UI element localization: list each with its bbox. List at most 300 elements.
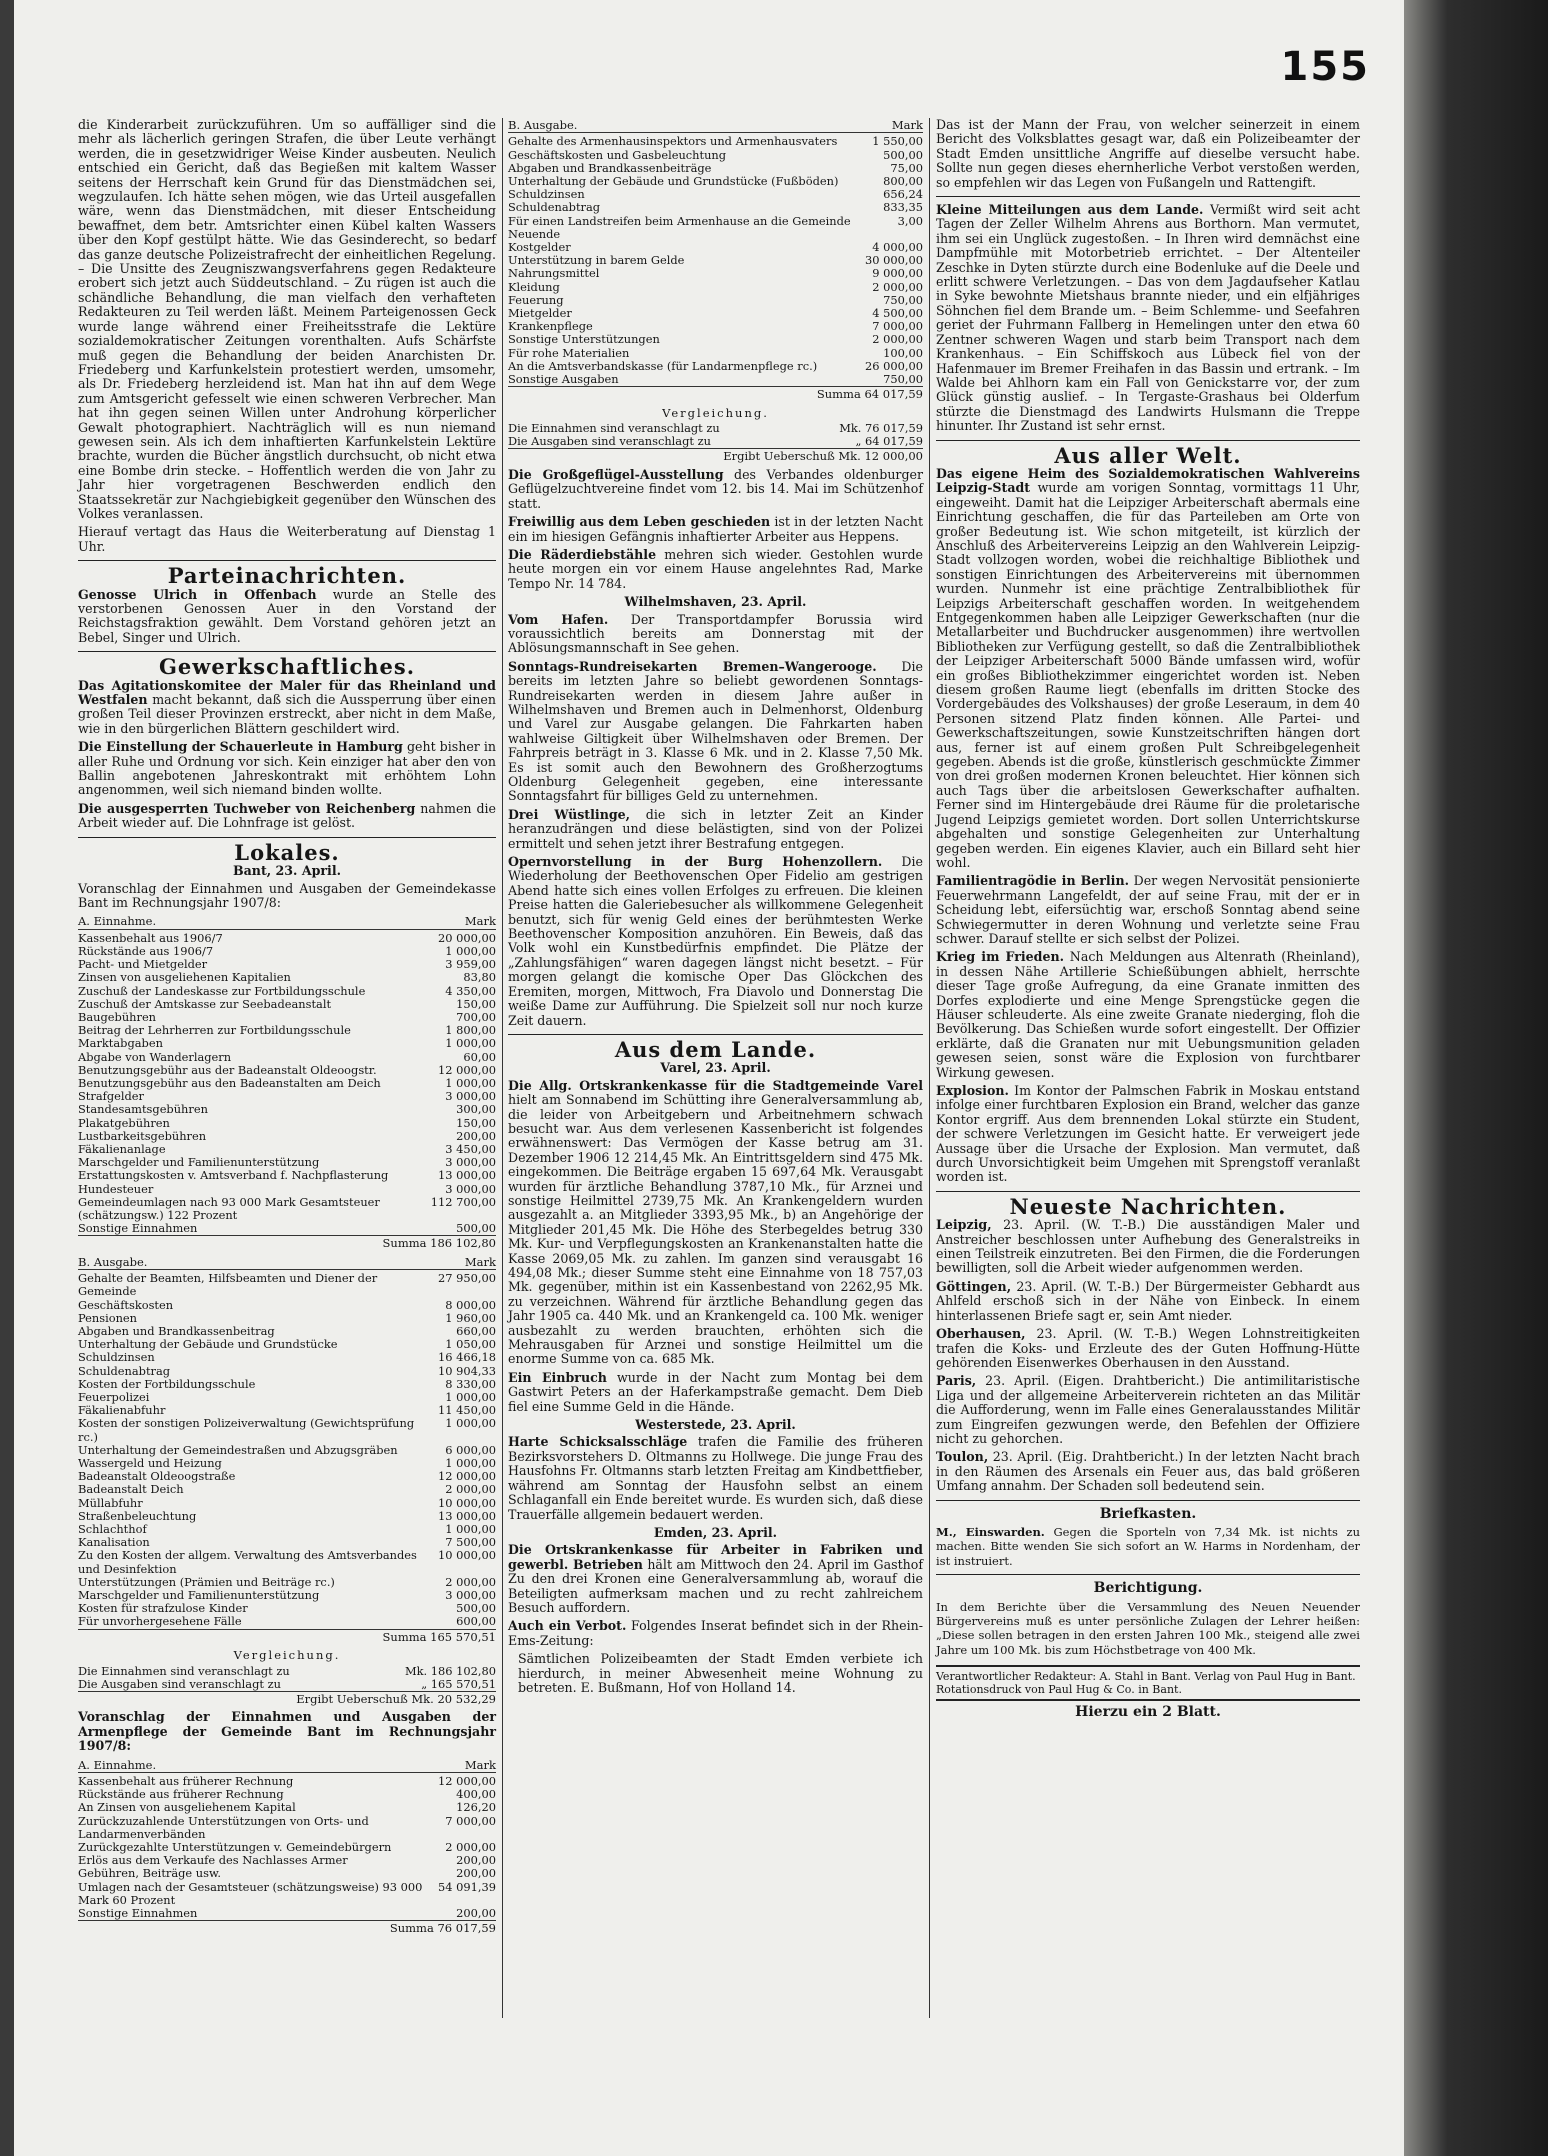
table-row: [508, 333, 923, 346]
news-item: [508, 1435, 923, 1521]
row-label: Kassenbehalt aus früherer Rechnung: [78, 1773, 294, 1788]
news-text: ist in der letzten Nacht ein im hiesigen Gefängnis inhaftierter Arbeiter aus Heppens.: [508, 514, 924, 544]
divider: [936, 440, 1360, 441]
news-lead: Sonntags-Rundreisekarten Bremen–Wangerooge.: [508, 658, 877, 674]
row-label: Unterhaltung der Gebäude und Grundstücke (Fußböden): [508, 174, 839, 189]
row-value: 660,00: [456, 1324, 496, 1339]
news-lead: Harte Schicksalsschläge: [508, 1434, 688, 1450]
row-label: Unterstützung in barem Gelde: [508, 253, 685, 268]
row-value: 3 450,00: [445, 1141, 496, 1156]
dateline: Emden, 23. April.: [653, 1524, 778, 1540]
row-value: 200,00: [456, 1128, 496, 1143]
news-text: des Verbandes oldenburger Geflügelzuchtvereine findet vom 12. bis 14. Mai im Schützenhof statt.: [508, 466, 923, 511]
row-value: 500,00: [456, 1221, 496, 1236]
row-value: 300,00: [456, 1102, 496, 1117]
dateline: Westerstede, 23. April.: [635, 1417, 796, 1433]
news-item: [936, 1450, 1360, 1493]
row-value: 1 000,00: [445, 1416, 496, 1431]
table-row: [78, 1867, 496, 1880]
news-item: [508, 808, 923, 851]
news-lead: Leipzig,: [936, 1217, 992, 1233]
row-value: 1 000,00: [445, 1075, 496, 1090]
news-text: wurde am vorigen Sonntag, vormittags 11 Uhr, eingeweiht. Damit hat die Leipziger Arbeiterschaft abermals eine Einrichtung geschaffen, die für das Parteileben am Orte von großer Bedeutung ist. Wie schon mitgeteilt, ist kürzlich der Anschluß des Arbeitervereins Leipzig an den Wahlverein Leipzig-Stadt vollzogen worden, wobei die reichhaltige Bibliothek und sonstigen Einrichtungen des Arbeitervereins mit übernommen wurden. Nunmehr ist eine prächtige Zentralbibliothek für Leipzigs Arbeiterschaft geschaffen worden. In weitgehendem Entgegenkommen haben alle Leipziger Gewerkschaften (nur die Metallarbeiter und Buchdrucker ausgenommen) ihre wertvollen Bibliotheken zur Verfügung gestellt, so daß die Zentralbibliothek der Leipziger Arbeiterschaft 5000 Bände umfassen wird, wofür ein großes Bibliothekzimmer eingerichtet worden ist. Neben diesem großen Raume liegt (ebenfalls im dritten Stocke des Vordergebäudes des Volkshauses) der große Leseraum, in dem 40 Personen sitzend Platz finden können. Alle Partei- und Gewerkschaftszeitungen, sowie Kunstzeitschriften hängen dort aus, ferner ist auf einem großen Pult Schreibgelegenheit gegeben. Abends ist die große, künstlerisch geschmückte Zimmer von drei großen modernen Kronen beleuchtet. Hier können sich auch Tags über die arbeitslosen Gewerkschafter aufhalten. Ferner sind im Hintergebäude drei Räume für die proletarische Jugend Leipzigs gemietet worden. Dort sollen Unterrichtskurse abgehalten und sonstige Gelegenheiten zur Unterhaltung gegeben werden. Ein eigenes Klavier, auch ein Billard seht hier wohl.: [936, 480, 1360, 870]
row-label: Erlös aus dem Verkaufe des Nachlasses Armer: [78, 1853, 348, 1868]
table-unit: Mark: [464, 1254, 496, 1269]
row-label: Kleidung: [508, 279, 560, 294]
row-value: 600,00: [456, 1614, 496, 1629]
table-unit: Mark: [464, 914, 496, 929]
news-text: wurde in der Nacht zum Montag bei dem Gastwirt Peters an der Haferkampstraße gemacht. Dem Dieb fiel eine Summe Geld in die Hände.: [508, 1369, 923, 1414]
divider: [78, 837, 496, 838]
table-row: [508, 435, 923, 448]
row-value: 1 000,00: [445, 1390, 496, 1405]
row-value: 1 000,00: [445, 1522, 496, 1537]
row-label: Wassergeld und Heizung: [78, 1456, 222, 1471]
news-lead: Toulon,: [936, 1449, 989, 1465]
table-sum: Summa 165 570,51: [78, 1629, 496, 1644]
row-label: Hundesteuer: [78, 1181, 154, 1196]
table-row: [78, 1272, 496, 1298]
imprint: Verantwortlicher Redakteur: A. Stahl in Bant. Verlag von Paul Hug in Bant. Rotationsdruck von Paul Hug & Co. in Bant.: [936, 1665, 1360, 1701]
row-label: Abgabe von Wanderlagern: [78, 1049, 232, 1064]
news-item: [936, 467, 1360, 870]
table-row: [78, 998, 496, 1011]
row-value: 2 000,00: [445, 1574, 496, 1589]
table-row: [78, 1549, 496, 1575]
row-label: Sonstige Einnahmen: [78, 1221, 198, 1236]
row-value: 500,00: [883, 147, 923, 162]
table-row: [78, 1064, 496, 1077]
news-text: wurde an Stelle des verstorbenen Genossen Auer in den Vorstand der Reichstagsfraktion gewählt. Dem Vorstand gehören jetzt an Bebel, Singer und Ulrich.: [78, 586, 497, 645]
news-text: Gegen die Sporteln von 7,34 Mk. ist nichts zu machen. Bitte wenden Sie sich sofort an W. Harms in Nordenham, der ist instruiert.: [936, 1524, 1361, 1568]
row-label: Sonstige Ausgaben: [508, 372, 619, 387]
row-label: Standesamtsgebühren: [78, 1102, 208, 1117]
news-text: mehren sich wieder. Gestohlen wurde heute morgen ein vor einem Hause angelehntes Rad, Marke Tempo Nr. 14 784.: [508, 546, 923, 591]
row-label: Zurückgezahlte Unterstützungen v. Gemeindebürgern: [78, 1839, 392, 1854]
article-text: Das ist der Mann der Frau, von welcher seinerzeit in einem Bericht des Volksblattes gesagt war, daß ein Polizeibeamter der Stadt Emden unsittliche Angriffe auf dieselbe versucht habe. Sollte nun gegen dieses ehernherliche Verbot verstoßen werden, so empfehlen wir das Legen von Fußangeln und Rattengift.: [936, 117, 1360, 190]
table-row: [78, 1665, 496, 1678]
row-label: Kosten für strafzulose Kinder: [78, 1601, 248, 1616]
table-row: [78, 1815, 496, 1841]
divider: [936, 196, 1360, 197]
row-label: Unterhaltung der Gemeindestraßen und Abzugsgräben: [78, 1442, 398, 1457]
table-row: [78, 1907, 496, 1920]
row-value: 75,00: [890, 160, 923, 175]
row-label: Für einen Landstreifen beim Armenhause an die Gemeinde Neuende: [508, 213, 851, 241]
news-item: [936, 203, 1360, 434]
table-header: [78, 914, 496, 929]
budget-intro: Voranschlag der Einnahmen und Ausgaben der Gemeindekasse Bant im Rechnungsjahr 1907/8:: [78, 880, 496, 910]
row-value: 2 000,00: [872, 279, 923, 294]
news-text: Folgendes Inserat befindet sich in der Rhein-Ems-Zeitung:: [508, 1618, 923, 1648]
row-label: Zuschuß der Amtskasse zur Seebadeanstalt: [78, 996, 332, 1011]
table-header: [78, 1255, 496, 1270]
table-sum: Summa 64 017,59: [508, 386, 923, 401]
comparison-title: Vergleichung.: [233, 1648, 341, 1663]
article-text: Hierauf vertagt das Haus die Weiterberatung auf Dienstag 1 Uhr.: [78, 524, 496, 554]
table-row: [78, 1351, 496, 1364]
news-lead: Vom Hafen.: [508, 611, 609, 627]
row-value: 10 000,00: [438, 1548, 496, 1563]
news-item: [936, 1218, 1360, 1276]
news-lead: Explosion.: [936, 1083, 1009, 1098]
dateline: Wilhelmshaven, 23. April.: [624, 594, 807, 610]
row-label: Müllabfuhr: [78, 1495, 143, 1510]
row-label: Marschgelder und Familienunterstützung: [78, 1155, 320, 1170]
news-text: 23. April. (Eigen. Drahtbericht.) Die antimilitaristische Liga und der allgemeine Arbeiterverein richteten an das Militär die Aufforderung, wenn im Falle eines Generalausstandes Militär zum Eingreifen gezwungen werde, den Befehlen der Offiziere nicht zu gehorchen.: [936, 1373, 1360, 1446]
row-label: Kostgelder: [508, 240, 571, 255]
news-text: nahmen die Arbeit wieder auf. Die Lohnfrage ist gelöst.: [78, 800, 496, 831]
row-value: 2 000,00: [445, 1482, 496, 1497]
row-value: 26 000,00: [865, 358, 923, 373]
row-label: Nahrungsmittel: [508, 266, 600, 281]
comparison-table: [508, 422, 923, 448]
news-item: [936, 1525, 1360, 1568]
row-label: Schuldzinsen: [78, 1350, 155, 1365]
row-label: Kanalisation: [78, 1535, 150, 1550]
news-lead: Die Ortskrankenkasse für Arbeiter in Fabriken und gewerbl. Betrieben: [508, 1542, 923, 1572]
row-label: Schuldenabtrag: [78, 1363, 171, 1378]
row-label: Zu den Kosten der allgem. Verwaltung des Amtsverbandes und Desinfektion: [78, 1548, 417, 1576]
row-value: 12 000,00: [438, 1062, 496, 1077]
table-row: [78, 1497, 496, 1510]
table-row: [78, 1678, 496, 1691]
column-rule: [502, 118, 503, 2018]
row-label: Gemeindeumlagen nach 93 000 Mark Gesamtsteuer (schätzungsw.) 122 Prozent: [78, 1194, 380, 1222]
news-item: [78, 588, 496, 646]
row-label: An Zinsen von ausgeliehenem Kapital: [78, 1800, 296, 1815]
section-heading-neueste-nachrichten: Neueste Nachrichten.: [1009, 1193, 1287, 1219]
section-heading-aus-aller-welt: Aus aller Welt.: [1054, 442, 1242, 468]
row-value: 1 960,00: [445, 1310, 496, 1325]
table-header: [78, 1758, 496, 1773]
row-label: Badeanstalt Deich: [78, 1482, 184, 1497]
table-row: [78, 1222, 496, 1235]
row-label: Baugebühren: [78, 1009, 157, 1024]
section-heading-briefkasten: Briefkasten.: [1099, 1505, 1197, 1522]
table-title: B. Ausgabe.: [508, 118, 578, 132]
news-lead: Das eigene Heim des Sozialdemokratischen Wahlvereins Leipzig-Stadt: [936, 465, 1360, 496]
divider: [508, 1034, 923, 1035]
table-header: [508, 118, 923, 133]
column-rule: [929, 118, 930, 2018]
row-value: 1 000,00: [445, 1456, 496, 1471]
row-value: 54 091,39: [438, 1879, 496, 1894]
news-text: 23. April. (W. T.-B.) Der Bürgermeister Gebhardt aus Ahlfeld erschoß sich in der Nähe von Einbeck. In einem hinterlassenen Briefe sagt er, sein Amt nieder.: [936, 1278, 1360, 1323]
news-text: Der wegen Nervosität pensionierte Feuerwehrmann Langefeldt, der auf seine Frau, mit der er in Scheidung lebt, eifersüchtig war, erschoß Sonntag abend seine Schwiegermutter in deren Wohnung und verletzte seine Frau schwer. Darauf stellte er sich selbst der Polizei.: [936, 873, 1360, 946]
table-row: [78, 932, 496, 945]
news-item: [936, 950, 1360, 1080]
row-value: 27 950,00: [438, 1271, 496, 1286]
row-value: 200,00: [456, 1853, 496, 1868]
row-value: 4 500,00: [872, 306, 923, 321]
news-text: die sich in letzter Zeit an Kinder heranzudrängen und diese belästigten, sind von der Polizei ermittelt und sehen jetzt ihrer Bestrafung entgegen.: [508, 806, 923, 851]
row-value: 150,00: [456, 996, 496, 1011]
table-row: [78, 1483, 496, 1496]
row-value: Mk. 186 102,80: [404, 1663, 496, 1678]
table-row: [508, 149, 923, 162]
section-heading-parteinachrichten: Parteinachrichten.: [167, 563, 407, 589]
row-value: 9 000,00: [872, 266, 923, 281]
news-item: [508, 660, 923, 804]
supplement-note: Hierzu ein 2 Blatt.: [1075, 1704, 1221, 1721]
row-label: Kosten der Fortbildungsschule: [78, 1376, 256, 1391]
row-label: Zuschuß der Landeskasse zur Fortbildungsschule: [78, 983, 366, 998]
news-lead: Ein Einbruch: [508, 1369, 607, 1385]
row-value: 7 000,00: [445, 1813, 496, 1828]
quoted-notice: Sämtlichen Polizeibeamten der Stadt Emden verbiete ich hierdurch, in meiner Abwesenheit meine Wohnung zu betreten. E. Bußmann, Hof von Holland 14.: [518, 1651, 923, 1695]
row-label: Unterstützungen (Prämien und Beiträge rc.): [78, 1574, 335, 1589]
table-row: [78, 1117, 496, 1130]
row-label: Schlachthof: [78, 1522, 147, 1537]
table-row: [78, 1365, 496, 1378]
row-value: 30 000,00: [865, 253, 923, 268]
row-value: 1 550,00: [872, 134, 923, 149]
section-heading-aus-dem-lande: Aus dem Lande.: [614, 1036, 817, 1062]
row-label: Zinsen von ausgeliehenen Kapitalien: [78, 970, 291, 985]
row-value: 750,00: [883, 372, 923, 387]
column-1: [78, 118, 496, 1940]
row-value: 656,24: [883, 187, 923, 202]
table-row: [78, 1615, 496, 1628]
row-label: Die Ausgaben sind veranschlagt zu: [78, 1676, 281, 1691]
table-row: [78, 1417, 496, 1443]
table-title: A. Einnahme.: [78, 1757, 157, 1772]
row-value: 3 000,00: [445, 1155, 496, 1170]
row-value: 1 050,00: [445, 1337, 496, 1352]
news-text: geht bisher in aller Ruhe und Ordnung vor sich. Kein einziger hat aber den von Ballin angebotenen Jahreskontrakt mit erhöhtem Lohn angenommen, weil sich niemand binden wollte.: [78, 739, 496, 798]
news-text: trafen die Familie des früheren Bezirksvorstehers D. Oltmanns zu Hollwege. Die junge Frau des Hausfohns Fr. Oltmanns starb letzten Freitag am Kindbettfieber, während am Sonntag der Hausfohn selbst an einem Schlaganfall ein Ende bereitet wurde. Es wurden sich, daß diese Trauerfälle allgemein bedauert werden.: [508, 1434, 923, 1522]
news-lead: Die Allg. Ortskrankenkasse für die Stadtgemeinde Varel: [508, 1077, 923, 1093]
row-label: Fäkalienabfuhr: [78, 1403, 166, 1418]
row-value: 700,00: [456, 1009, 496, 1024]
row-label: Fäkalienanlage: [78, 1141, 166, 1156]
news-item: [508, 1619, 923, 1648]
news-text: macht bekannt, daß sich die Aussperrung über einen großen Teil dieser Provinzen erstreckt, aber nicht in dem Maße, wie in den bürgerlichen Blättern geschildert wird.: [78, 692, 496, 736]
row-label: Beitrag der Lehrherren zur Fortbildungsschule: [78, 1023, 351, 1038]
row-value: 3 959,00: [445, 957, 496, 972]
news-text: hält am Mittwoch den 24. April im Gasthof Zu den drei Kronen eine Generalversammlung ab, worauf die Beteiligten aufmerksam machen und zu recht zahlreichem Besuch auffordern.: [508, 1556, 923, 1615]
row-value: 13 000,00: [438, 1508, 496, 1523]
divider: [78, 560, 496, 561]
news-lead: Genosse Ulrich in Offenbach: [78, 586, 317, 602]
row-label: Pacht- und Mietgelder: [78, 957, 208, 972]
row-label: Erstattungskosten v. Amtsverband f. Nachpflasterung: [78, 1168, 389, 1183]
news-lead: Opernvorstellung in der Burg Hohenzollern.: [508, 854, 883, 870]
table-row: [78, 985, 496, 998]
row-value: 200,00: [456, 1866, 496, 1881]
table-row: [78, 1801, 496, 1814]
table-unit: Mark: [464, 1757, 496, 1772]
row-value: 1 000,00: [445, 943, 496, 958]
row-label: Kassenbehalt aus 1906/7: [78, 930, 223, 945]
row-label: Sonstige Unterstützungen: [508, 332, 660, 347]
row-label: Krankenpflege: [508, 319, 593, 334]
row-value: 112 700,00: [430, 1194, 496, 1209]
table-row: [78, 1881, 496, 1907]
news-lead: Göttingen,: [936, 1278, 1012, 1294]
section-heading-lokales: Lokales.: [234, 839, 340, 865]
table-row: [508, 135, 923, 148]
news-item: [78, 740, 496, 798]
row-value: „ 165 570,51: [421, 1676, 496, 1691]
row-label: Unterhaltung der Gebäude und Grundstücke: [78, 1337, 338, 1352]
row-label: Mietgelder: [508, 306, 572, 321]
budget-table-ausgabe: [78, 1272, 496, 1628]
row-label: Feuerung: [508, 292, 564, 307]
table-row: [78, 1051, 496, 1064]
row-value: 7 500,00: [445, 1535, 496, 1550]
row-value: 4 000,00: [872, 240, 923, 255]
news-item: [936, 1280, 1360, 1323]
table-row: [78, 1299, 496, 1312]
row-label: Für unvorhergesehene Fälle: [78, 1614, 242, 1629]
news-text: Die bereits im letzten Jahre so beliebt gewordenen Sonntags-Rundreisekarten werden in diesem Jahre außer in Wilhelmshaven und Bremen auch in Delmenhorst, Oldenburg und Varel zur Ausgabe gelangen. Die Fahrkarten haben wahlweise Giltigkeit über Wilhelmshaven oder Bremen. Der Fahrpreis beträgt in 3. Klasse 6 Mk. und in 2. Klasse 7,50 Mk. Es ist somit auch den Bewohnern des Großherzogtums Oldenburg Gelegenheit gegeben, eine interessante Sonntagsfahrt für billiges Geld zu unternehmen.: [508, 658, 923, 804]
row-value: 800,00: [883, 174, 923, 189]
news-lead: Das Agitationskomitee der Maler für das Rheinland und Westfalen: [78, 677, 496, 708]
table-unit: Mark: [891, 118, 923, 132]
row-value: 3 000,00: [445, 1181, 496, 1196]
row-value: 60,00: [463, 1049, 496, 1064]
comparison-result: Ergibt Ueberschuß Mk. 20 532,29: [78, 1691, 496, 1706]
divider: [936, 1500, 1360, 1501]
news-item: [508, 855, 923, 1028]
row-label: Geschäftskosten und Gasbeleuchtung: [508, 147, 727, 162]
row-value: 12 000,00: [438, 1469, 496, 1484]
table-row: [78, 1103, 496, 1116]
correction-text: In dem Berichte über die Versammlung des Neuen Neuender Bürgervereins muß es unter persönliche Zulagen der Lehrer heißen: „Diese sollen betragen in den ersten Jahren 100 Mk., steigend alle zwei Jahre um 100 Mk. bis zum Höchstbetrage von 400 Mk.: [936, 1599, 1360, 1657]
row-label: Abgaben und Brandkassenbeiträge: [508, 160, 712, 175]
budget-table-armen-einnahme: [78, 1775, 496, 1920]
book-spine-edge: [1404, 0, 1548, 2156]
row-value: 2 000,00: [445, 1839, 496, 1854]
row-value: 1 000,00: [445, 1036, 496, 1051]
table-row: [78, 1196, 496, 1222]
row-value: 400,00: [456, 1787, 496, 1802]
row-value: 500,00: [456, 1601, 496, 1616]
row-label: Für rohe Materialien: [508, 345, 630, 360]
news-lead: Freiwillig aus dem Leben geschieden: [508, 514, 771, 530]
section-heading-gewerkschaftliches: Gewerkschaftliches.: [158, 654, 416, 680]
news-item: [78, 802, 496, 831]
row-label: Die Einnahmen sind veranschlagt zu: [508, 421, 720, 436]
dateline: Bant, 23. April.: [232, 863, 341, 879]
table-row: [508, 347, 923, 360]
table-sum: Summa 186 102,80: [78, 1235, 496, 1250]
table-row: [78, 1130, 496, 1143]
row-value: 150,00: [456, 1115, 496, 1130]
row-label: Rückstände aus früherer Rechnung: [78, 1787, 284, 1802]
row-value: 8 000,00: [445, 1297, 496, 1312]
table-row: [78, 1037, 496, 1050]
row-label: Rückstände aus 1906/7: [78, 943, 214, 958]
news-text: 23. April. (Eig. Drahtbericht.) In der letzten Nacht brach in den Räumen des Arsenals ein Feuer aus, das bald größeren Umfang annahm. Der Schaden soll bedeutend sein.: [936, 1449, 1360, 1494]
row-label: Gehalte des Armenhausinspektors und Armenhausvaters: [508, 134, 838, 149]
row-label: Schuldzinsen: [508, 187, 585, 202]
dateline: Varel, 23. April.: [660, 1060, 771, 1076]
comparison-title: Vergleichung.: [662, 405, 769, 420]
row-label: Schuldenabtrag: [508, 200, 601, 215]
newspaper-page: [14, 0, 1404, 2156]
news-text: 23. April. (W. T.-B.) Wegen Lohnstreitigkeiten trafen die Koks- und Erzleute des der Guten Hoffnung-Hütte gehörenden Eisenwerkes Oberhausen in den Ausstand.: [936, 1326, 1360, 1370]
news-lead: Die ausgesperrten Tuchweber von Reichenberg: [78, 800, 416, 816]
row-value: 20 000,00: [438, 930, 496, 945]
news-item: [508, 548, 923, 591]
news-item: [78, 679, 496, 737]
row-value: 833,35: [883, 200, 923, 215]
news-text: Vermißt wird seit acht Tagen der Zeller Wilhelm Ahrens aus Borthorn. Man vermutet, ihm sei ein Unglück zugestoßen. – In Ihren wird demnächst eine Dampfmühle mit Motorbetrieb errichtet. – Der Altenteiler Zeschke in Dyten stürzte durch eine Bodenluke auf die Deele und erlitt schwere Verletzungen. – Das von dem Jagdaufseher Katlau in Syke bewohnte Mietshaus brannte nieder, und ein elfjähriges Söhnchen fiel dem Brande um. – Beim Schlemme- und Seefahren geriet der Fuhrmann Fallberg in Hemelingen unter den etwa 60 Zentner schweren Wagen und starb beim Transport nach dem Krankenhaus. – Ein Schiffskoch aus Lübeck fiel von der Hafenmauer im Bremer Freihafen in das Bassin und ertrank. – Im Walde bei Ahlhorn kam ein Fall von Genickstarre vor, der zum Glück günstig auslief. – In Tergaste-Grashaus bei Olderfum stürzte die Dienstmagd des Landwirts Hulsmann die Treppe hinunter. Ihr Zustand ist sehr ernst.: [936, 202, 1360, 434]
news-item: [508, 613, 923, 656]
column-2: [508, 118, 923, 1699]
row-label: Die Ausgaben sind veranschlagt zu: [508, 434, 711, 449]
news-lead: Die Räderdiebstähle: [508, 546, 657, 562]
budget-table-einnahme: [78, 932, 496, 1236]
row-value: 83,80: [463, 970, 496, 985]
row-label: Lustbarkeitsgebühren: [78, 1128, 207, 1143]
page-number: 155: [1280, 44, 1370, 90]
divider: [936, 1191, 1360, 1192]
news-lead: Krieg im Frieden.: [936, 949, 1065, 965]
news-item: [508, 468, 923, 511]
row-label: Marktabgaben: [78, 1036, 163, 1051]
row-value: „ 64 017,59: [855, 434, 923, 449]
row-label: Benutzungsgebühr aus den Badeanstalten am Deich: [78, 1075, 381, 1090]
news-text: Die Wiederholung der Beethovenschen Oper Fidelio am gestrigen Abend hatte sich eines vollen Erfolges zu erfreuen. Die kleinen Preise hatten die Galeriebesucher als willkommene Gelegenheit benutzt, sich für wenig Geld eines der berühmtesten Werke Beethovenscher Komposition anzuhören. Ein Beweis, daß das Volk wohl ein Kunstbedürfnis empfindet. Die Plätze der „Zahlungsfähigen“ waren dagegen längst nicht besetzt. – Für morgen gelangt die komische Oper Das Glöckchen des Eremiten, morgen, Mittwoch, Fra Diavolo und Donnerstag Die weiße Dame zur Aufführung. Die Spielzeit soll nur noch kurze Zeit dauern.: [508, 854, 923, 1028]
news-item: [936, 1374, 1360, 1446]
row-label: Abgaben und Brandkassenbeitrag: [78, 1324, 275, 1339]
table-row: [78, 1183, 496, 1196]
row-value: 200,00: [456, 1905, 496, 1920]
row-value: 4 350,00: [445, 983, 496, 998]
news-lead: Die Einstellung der Schauerleute in Hamburg: [78, 739, 403, 755]
row-label: Die Einnahmen sind veranschlagt zu: [78, 1663, 290, 1678]
row-label: Gebühren, Beiträge usw.: [78, 1866, 221, 1881]
table-row: [508, 373, 923, 386]
row-label: Badeanstalt Oldeoogstraße: [78, 1469, 236, 1484]
news-text: 23. April. (W. T.-B.) Die ausständigen Maler und Anstreicher beschlossen unter Aufhebung des Generalstreiks in einen Teilstreik einzutreten. Bei den Firmen, die die Forderungen bewilligten, soll die Arbeit wieder aufgenommen werden.: [936, 1217, 1360, 1276]
divider: [936, 1574, 1360, 1575]
divider: [78, 651, 496, 652]
row-value: 12 000,00: [438, 1773, 496, 1788]
row-label: Kosten der sonstigen Polizeiverwaltung (Gewichtsprüfung rc.): [78, 1416, 415, 1444]
news-lead: Paris,: [936, 1373, 977, 1389]
table-title: A. Einnahme.: [78, 914, 157, 929]
section-heading-berichtigung: Berichtigung.: [1093, 1580, 1203, 1597]
news-lead: Kleine Mitteilungen aus dem Lande.: [936, 202, 1204, 218]
row-value: 2 000,00: [872, 332, 923, 347]
row-label: Benutzungsgebühr aus der Badeanstalt Oldeoogstr.: [78, 1062, 377, 1077]
table-row: [508, 201, 923, 214]
row-value: 3 000,00: [445, 1089, 496, 1104]
news-lead: Oberhausen,: [936, 1326, 1026, 1342]
row-value: 750,00: [883, 292, 923, 307]
news-item: [936, 874, 1360, 946]
row-label: Marschgelder und Familienunterstützung: [78, 1588, 320, 1603]
row-label: Feuerpolizei: [78, 1390, 150, 1405]
budget-intro: Voranschlag der Einnahmen und Ausgaben der Armenpflege der Gemeinde Bant im Rechnungsjahr 1907/8:: [78, 1709, 496, 1754]
news-item: [508, 1371, 923, 1414]
table-row: [78, 1169, 496, 1182]
row-value: 11 450,00: [438, 1403, 496, 1418]
news-text: Der Transportdampfer Borussia wird voraussichtlich bereits am Donnerstag mit der Ablösungsmannschaft in See gehen.: [508, 611, 923, 656]
column-3: [936, 118, 1360, 1724]
row-value: 100,00: [883, 345, 923, 360]
news-lead: Auch ein Verbot.: [508, 1618, 627, 1634]
table-row: [508, 267, 923, 280]
row-value: 126,20: [456, 1800, 496, 1815]
row-label: Sonstige Einnahmen: [78, 1905, 198, 1920]
news-text: Nach Meldungen aus Altenrath (Rheinland), in dessen Nähe Artillerie Schießübungen abhielt, herrschte dieser Tage große Aufregung, da eine Granate inmitten des Dorfes explodierte und eine Menge Sprengstücke gegen die Häuser schleuderte. Als eine zweite Granate niederging, floh die Bevölkerung. Das Schießen wurde sofort eingestellt. Der Offizier erklärte, daß die Granaten nur mit Uebungsmunition geladen gewesen seien, sonst wäre die Explosion von furchtbarer Wirkung gewesen.: [936, 949, 1360, 1080]
